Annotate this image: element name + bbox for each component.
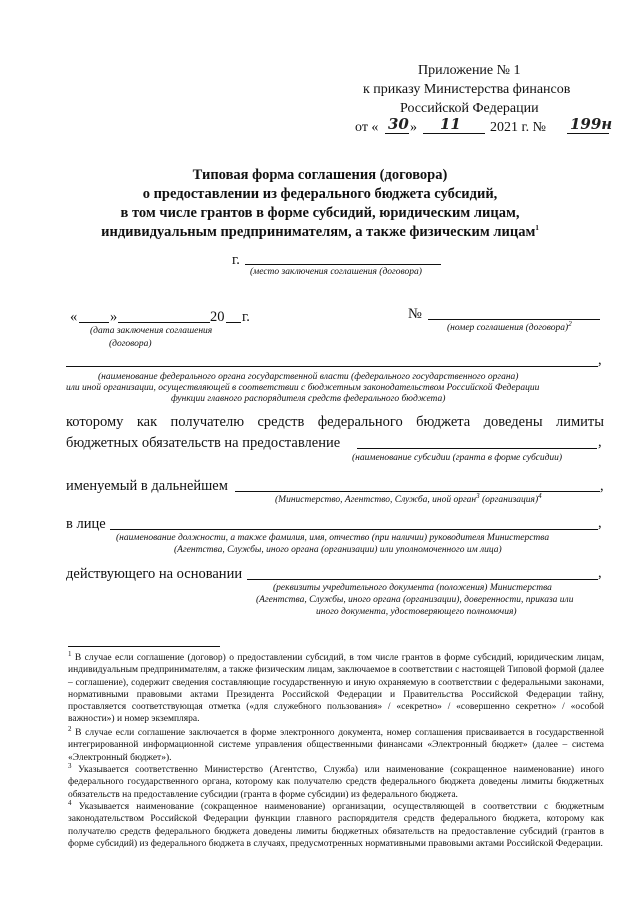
representative-field[interactable] (110, 529, 598, 530)
appendix-label: Приложение № 1 (418, 63, 521, 78)
order-year: 2021 г. № (490, 120, 547, 135)
place-caption: (место заключения соглашения (договора) (250, 267, 422, 277)
place-prefix: г. (232, 252, 240, 268)
footnote-1: $^1$ В случае если соглашение (договор) о предоставлении субсидий, в том числе грантов в форме субсидий, юридическим лицам, индивидуальным предпринимателям, а также физическим лицам, заключаемое в соответствии с настоящей Типовой формой (далее – соглашение), содержит сведения составляющие государственную и иную охраняемую в соответствии с федеральными законами, нормативными правовыми актами Президента Российской Федерации и Правительства Российской Федерации тайну, проставляется соответствующая отметка («для служебного пользования» / «секретно» / «совершенно секретно» / «особой важности») и номер экземпляра. (68, 649, 604, 725)
limits-text-line-1: которому как получателю средств федерального бюджета доведены лимиты (66, 414, 604, 430)
person-label: в лице (66, 516, 106, 532)
authority-basis-field[interactable] (247, 579, 598, 580)
person-caption-2: (Агентства, Службы, иного органа (организации) или уполномоченного им лица) (174, 545, 502, 555)
date-open-quote: « (70, 309, 78, 325)
title-line-2: о предоставлении из федерального бюджета субсидий, (142, 186, 498, 202)
footnote-separator (68, 646, 220, 647)
place-field[interactable] (245, 264, 441, 265)
date-year-prefix: 20 (210, 309, 225, 325)
date-year-suffix: г. (242, 309, 250, 325)
footnote-ref-1: 1 (535, 224, 539, 233)
country-ref: Российской Федерации (400, 101, 539, 116)
organization-field[interactable] (66, 366, 598, 367)
date-caption-1: (дата заключения соглашения (90, 326, 213, 336)
person-caption-1: (наименование должности, а также фамилия, имя, отчество (при наличии) руководителя Министерства (116, 533, 550, 543)
footnote-2: $^2$ В случае если соглашение заключается в форме электронного документа, номер соглашения присваивается в государственной интегрированной информационной системе управления общественными финансами «Электронный бюджет» (далее – система «Электронный бюджет»). (68, 724, 604, 763)
order-month: 11 (440, 115, 461, 133)
subsidy-name-field[interactable] (357, 448, 597, 449)
date-close-quote: » (110, 309, 118, 325)
date-year-field[interactable] (226, 322, 241, 323)
date-mid: » (410, 120, 417, 135)
org-caption-1: (наименование федерального органа государственной власти (федерального государственного органа) (98, 372, 519, 382)
basis-caption-3: иного документа, удостоверяющего полномочия) (316, 607, 517, 617)
basis-caption-1: (реквизиты учредительного документа (положения) Министерства (273, 583, 552, 593)
limits-text-line-2: бюджетных обязательств на предоставление (66, 435, 341, 451)
title-line-4: индивидуальным предпринимателям, а также физическим лицам$^1$ (101, 224, 539, 240)
number-sign: № (408, 306, 422, 322)
named-comma: , (600, 478, 604, 494)
basis-comma: , (598, 565, 602, 581)
number-caption: (номер соглашения (договора)$^2$ (447, 319, 572, 333)
person-comma: , (598, 515, 602, 531)
named-label: именуемый в дальнейшем (66, 478, 228, 494)
named-caption: (Министерство, Агентство, Служба, иной орган$^3$ (организация)$^4$ (275, 491, 542, 505)
subsidy-caption: (наименование субсидии (гранта в форме субсидии) (352, 453, 563, 463)
org-caption-2: или иной организации, осуществляющей в соответствии с бюджетным законодательством Российской Федерации (66, 383, 540, 393)
named-as-field[interactable] (235, 491, 600, 492)
basis-caption-2: (Агентства, Службы, иного органа (организации), доверенности, приказа или (256, 595, 574, 605)
footnote-4: $^4$ Указывается наименование (сокращенное наименование) организации, осуществляющей в соответствии с бюджетным законодательством Российской Федерации функции главного распорядителя средств федерального бюджета, которому как получателю средств федерального бюджета доведены лимиты бюджетных обязательств на предоставление субсидий (грантов в форме субсидий) из федерального бюджета в случаях, предусмотренных нормативными правовыми актами Российской Федерации. (68, 798, 604, 849)
date-day-field[interactable] (79, 322, 109, 323)
basis-label: действующего на основании (66, 566, 243, 582)
footnote-3: $^3$ Указывается соответственно Министерство (Агентство, Служба) или наименование (сокращенное наименование) иного федерального государственного органа, которому как получателю средств федерального бюджета доведены лимиты бюджетных обязательств на предоставление субсидии (гранта в форме субсидии) из федерального бюджета. (68, 761, 604, 800)
date-prefix: от « (355, 120, 379, 135)
order-ref: к приказу Министерства финансов (363, 82, 571, 97)
org-caption-3: функции главного распорядителя средств федерального бюджета) (171, 394, 446, 404)
limits-comma: , (598, 434, 602, 450)
title-line-3: в том числе грантов в форме субсидий, юридическим лицам, (120, 205, 520, 221)
order-date-line (355, 115, 615, 138)
title-line-1: Типовая форма соглашения (договора) (192, 167, 448, 183)
org-comma: , (598, 352, 602, 368)
order-number: 199н (570, 115, 613, 133)
date-month-field[interactable] (118, 322, 210, 323)
order-day: 30 (388, 115, 409, 133)
date-caption-2: (договора) (109, 339, 152, 349)
agreement-number-field[interactable] (428, 319, 600, 320)
